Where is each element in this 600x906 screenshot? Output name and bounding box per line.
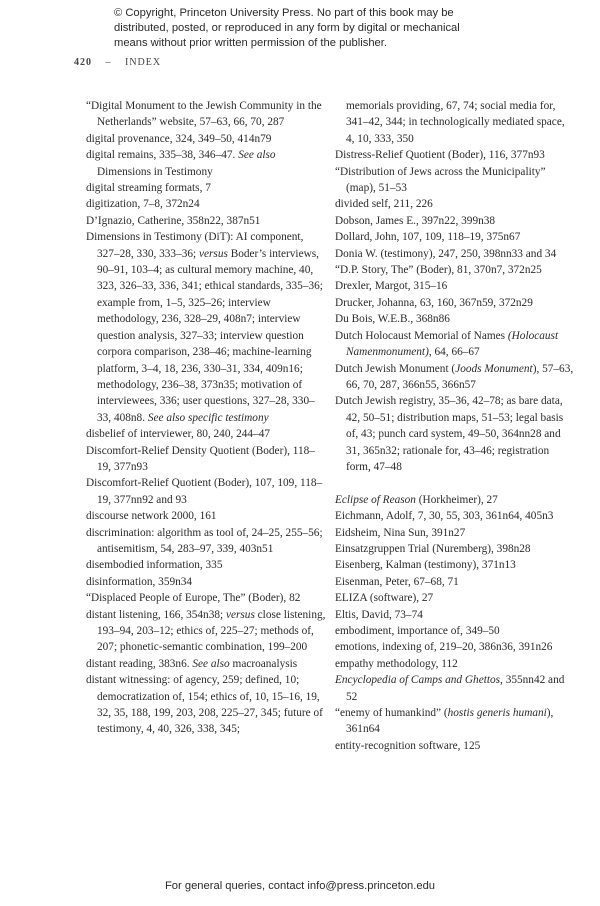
index-entry: Eisenman, Peter, 67–68, 71 <box>335 575 459 588</box>
index-entry: “Distribution of Jews across the Municipality” (map), 51–53 <box>335 165 546 195</box>
italic-text: Eclipse of Reason <box>335 493 416 506</box>
index-entry: Einsatzgruppen Trial (Nuremberg), 398n28 <box>335 542 531 555</box>
index-entry: digital provenance, 324, 349–50, 414n79 <box>86 132 272 145</box>
italic-text: (Holocaust Namenmonument) <box>346 329 559 359</box>
index-entry: Dutch Jewish Monument (Joods Monument), 57–63, 66, 70, 287, 366n55, 366n57 <box>335 362 574 391</box>
running-head-separator: – <box>105 57 112 68</box>
index-entry: Drucker, Johanna, 63, 160, 367n59, 372n29 <box>335 296 533 309</box>
index-entry: digital remains, 335–38, 346–47. See also Dimensions in Testimony <box>86 149 276 178</box>
index-entry: embodiment, importance of, 349–50 <box>335 624 500 637</box>
copyright-line: distributed, posted, or reproduced in any form by digital or mechanical <box>114 22 460 34</box>
index-entry: disbelief of interviewer, 80, 240, 244–47 <box>86 428 271 441</box>
index-entry: Donia W. (testimony), 247, 250, 398nn33 and 34 <box>335 247 557 260</box>
index-column-left <box>86 98 326 738</box>
copyright-notice <box>114 6 534 51</box>
index-entry: digitization, 7–8, 372n24 <box>86 198 200 211</box>
italic-text: See also <box>192 657 230 670</box>
index-column-right <box>335 98 575 754</box>
index-entry: “Digital Monument to the Jewish Community in the Netherlands” website, 57–63, 66, 70, 287 <box>86 100 322 129</box>
index-entry: disembodied information, 335 <box>86 559 223 572</box>
index-entry: “enemy of humankind” (hostis generis humani), 361n64 <box>335 707 554 736</box>
index-entry: Distress-Relief Quotient (Boder), 116, 377n93 <box>335 149 545 162</box>
index-entry: discourse network 2000, 161 <box>86 510 217 523</box>
index-entry: Eidsheim, Nina Sun, 391n27 <box>335 526 466 539</box>
index-entry: Dollard, John, 107, 109, 118–19, 375n67 <box>335 231 521 244</box>
index-entry: Discomfort-Relief Density Quotient (Boder), 118–19, 377n93 <box>86 444 315 473</box>
index-entry: disinformation, 359n34 <box>86 575 193 588</box>
index-entry: Eclipse of Reason (Horkheimer), 27 <box>335 493 498 506</box>
index-entry: “D.P. Story, The” (Boder), 81, 370n7, 372n25 <box>335 264 542 277</box>
italic-text: Encyclopedia of Camps and Ghettos <box>335 674 501 687</box>
index-entry: divided self, 211, 226 <box>335 198 433 211</box>
index-entry: Eltis, David, 73–74 <box>335 608 423 621</box>
index-entry: Du Bois, W.E.B., 368n86 <box>335 313 450 326</box>
index-entry: ELIZA (software), 27 <box>335 592 434 605</box>
index-entry: distant listening, 166, 354n38; versus close listening, 193–94, 203–12; ethics of, 225–27; methods of, 207; phonetic-semantic combination, 199–200 <box>86 608 326 654</box>
italic-text: versus <box>199 247 228 260</box>
index-entry: digital streaming formats, 7 <box>86 182 211 195</box>
index-entry: Dutch Jewish registry, 35–36, 42–78; as bare data, 42, 50–51; distribution maps, 51–53; legal basis of, 43; punch card system, 49–50, 364nn28 and 31, 365n32; rationale for, 43–46; registration form, 47–48 <box>335 395 564 473</box>
index-entry: Dutch Holocaust Memorial of Names (Holocaust Namenmonument), 64, 66–67 <box>335 329 559 359</box>
index-entry: Drexler, Margot, 315–16 <box>335 280 448 293</box>
index-entry: emotions, indexing of, 219–20, 386n36, 391n26 <box>335 641 553 654</box>
index-entry: empathy methodology, 112 <box>335 657 458 670</box>
index-entry: distant reading, 383n6. See also macroanalysis <box>86 657 298 670</box>
italic-text: See also <box>238 149 276 162</box>
index-entry-continuation: memorials providing, 67, 74; social media for, 341–42, 344; in technologically mediated space, 4, 10, 333, 350 <box>346 100 565 145</box>
footer-contact: For general queries, contact info@press.princeton.edu <box>164 880 436 892</box>
copyright-line: means without prior written permission of the publisher. <box>114 37 387 49</box>
section-title: INDEX <box>125 57 162 68</box>
index-entry: entity-recognition software, 125 <box>335 739 481 752</box>
letter-group-gap <box>335 475 575 491</box>
index-entry: Dimensions in Testimony (DiT): AI component, 327–28, 330, 333–36; versus Boder’s interviews, 90–91, 103–4; as cultural memory machine, 40, 323, 326–33, 336, 341; ethical standards, 335–36; example from, 1–5, 325–26; interview methodology, 236, 328–29, 408n7; interview question analysis, 327–33; interview question corpora comparison, 238–46; machine-learning platform, 3–4, 18, 236, 330–31, 334, 409n16; methodology, 236–38, 373n35; motivation of interviewees, 336; user questions, 327–28, 330–33, 408n8. See also specific testimony <box>86 231 323 424</box>
index-entry: D’Ignazio, Catherine, 358n22, 387n51 <box>86 214 261 227</box>
index-entry: Encyclopedia of Camps and Ghettos, 355nn42 and 52 <box>335 674 565 703</box>
italic-text: Joods Monument <box>455 362 533 375</box>
index-entry: discrimination: algorithm as tool of, 24–25, 255–56; antisemitism, 54, 283–97, 339, 403n51 <box>86 526 323 555</box>
page-number: 420 <box>74 57 92 68</box>
italic-text: versus <box>225 608 255 621</box>
index-entry: Dobson, James E., 397n22, 399n38 <box>335 214 496 227</box>
index-entry: “Displaced People of Europe, The” (Boder), 82 <box>86 592 301 605</box>
italic-text: hostis generis humani <box>447 707 547 720</box>
copyright-line: © Copyright, Princeton University Press. No part of this book may be <box>114 7 454 19</box>
index-entry: Discomfort-Relief Quotient (Boder), 107, 109, 118–19, 377nn92 and 93 <box>86 477 323 506</box>
italic-text: See also specific testimony <box>147 411 269 424</box>
running-head <box>74 57 161 68</box>
index-entry: Eichmann, Adolf, 7, 30, 55, 303, 361n64, 405n3 <box>335 510 554 523</box>
index-entry: Eisenberg, Kalman (testimony), 371n13 <box>335 559 516 572</box>
index-entry: distant witnessing: of agency, 259; defined, 10; democratization of, 154; ethics of, 10, 15–16, 19, 32, 35, 188, 199, 203, 208, 225–27, 345; future of testimony, 4, 40, 326, 338, 345; <box>86 674 323 736</box>
